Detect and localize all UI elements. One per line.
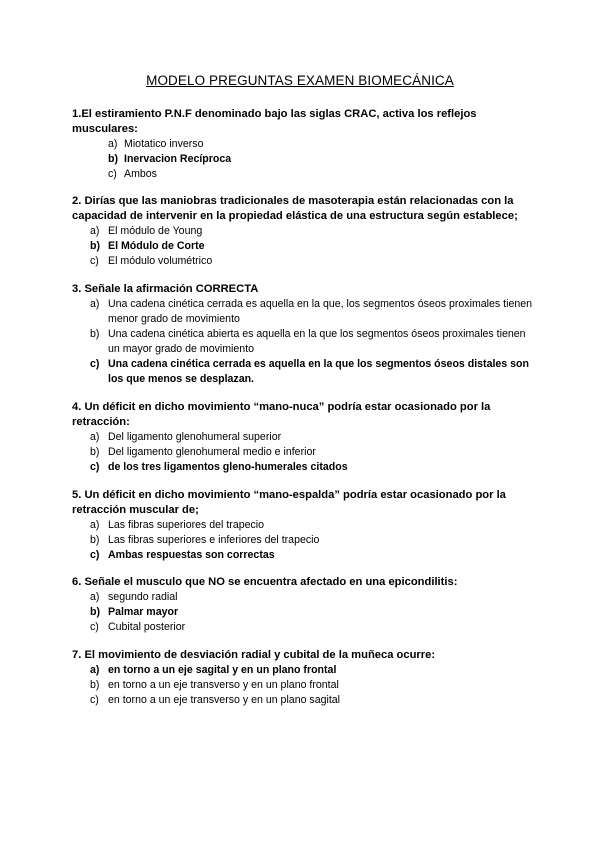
question-text: 4. Un déficit en dicho movimiento “mano-nuca” podría estar ocasionado por la retracción: — [72, 401, 491, 428]
option-b: b) Las fibras superiores e inferiores del trapecio — [90, 534, 320, 546]
options-list — [72, 590, 532, 635]
option-c-correct: c) Ambas respuestas son correctas — [90, 549, 275, 561]
options-list — [72, 663, 532, 708]
question-7 — [72, 648, 532, 708]
options-list — [72, 137, 532, 182]
question-3 — [72, 282, 532, 387]
option-c: c) Ambos — [108, 168, 157, 180]
option-c: c) Cubital posterior — [90, 621, 186, 633]
option-b: b) Una cadena cinética abierta es aquella en la que los segmentos óseos proximales tienen un mayor grado de movimiento — [90, 328, 526, 355]
page-title: MODELO PREGUNTAS EXAMEN BIOMECÁNICA — [146, 73, 454, 88]
question-6 — [72, 575, 532, 635]
option-c: c) en torno a un eje transverso y en un plano sagital — [90, 694, 341, 706]
options-list — [72, 297, 532, 387]
option-a: a) Una cadena cinética cerrada es aquella en la que, los segmentos óseos proximales tienen menor grado de movimiento — [90, 298, 533, 325]
question-text: 1.El estiramiento P.N.F denominado bajo las siglas CRAC, activa los reflejos musculares: — [72, 108, 477, 135]
option-c-correct: c) de los tres ligamentos gleno-humerales citados — [90, 461, 348, 473]
option-c-correct: c) Una cadena cinética cerrada es aquella en la que los segmentos óseos distales son los que menos se desplazan. — [90, 358, 529, 385]
option-b: b) Del ligamento glenohumeral medio e inferior — [90, 446, 316, 458]
option-c: c) El módulo volumétrico — [90, 255, 213, 267]
option-a: a) Del ligamento glenohumeral superior — [90, 431, 282, 443]
question-text: 2. Dirías que las maniobras tradicionales de masoterapia están relacionadas con la capacidad de intervenir en la propiedad elástica de una estructura según establece; — [72, 195, 518, 222]
option-a: a) Miotatico inverso — [108, 138, 204, 150]
question-1 — [72, 107, 532, 182]
question-text: 7. El movimiento de desviación radial y cubital de la muñeca ocurre: — [72, 649, 436, 661]
option-b: b) en torno a un eje transverso y en un plano frontal — [90, 679, 339, 691]
option-b-correct: b) El Módulo de Corte — [90, 240, 205, 252]
options-list — [72, 430, 532, 475]
question-text: 5. Un déficit en dicho movimiento “mano-espalda” podría estar ocasionado por la retracción muscular de; — [72, 489, 506, 516]
option-a-correct: a) en torno a un eje sagital y en un plano frontal — [90, 664, 337, 676]
option-a: a) Las fibras superiores del trapecio — [90, 519, 265, 531]
option-a: a) segundo radial — [90, 591, 178, 603]
question-text: 3. Señale la afirmación CORRECTA — [72, 283, 259, 295]
option-b-correct: b) Inervacion Recíproca — [108, 153, 232, 165]
options-list — [72, 518, 532, 563]
question-4 — [72, 400, 532, 475]
question-text: 6. Señale el musculo que NO se encuentra afectado en una epicondilitis: — [72, 576, 458, 588]
option-b-correct: b) Palmar mayor — [90, 606, 179, 618]
question-2 — [72, 194, 532, 269]
option-a: a) El módulo de Young — [90, 225, 203, 237]
question-5 — [72, 488, 532, 563]
options-list — [72, 224, 532, 269]
